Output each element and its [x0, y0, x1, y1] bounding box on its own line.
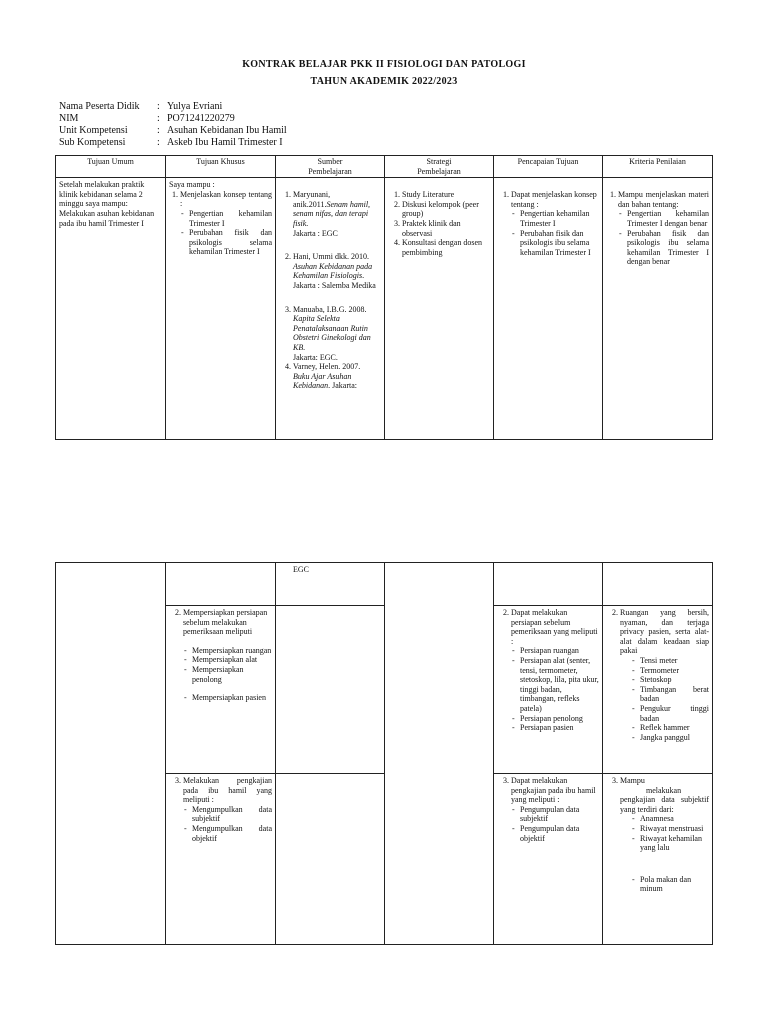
- info-value: PO71241220279: [167, 113, 235, 124]
- list-item: 1. Study Literature: [402, 190, 490, 200]
- list-item: - Perubahan fisik dan psikologis ibu selama kehamilan Trimester I: [520, 229, 599, 258]
- list-item: - Pengertian kehamilan Trimester I: [189, 209, 272, 228]
- table-row: [56, 178, 713, 440]
- cell-tujuan-khusus: 2. Mempersiapkan persiapan sebelum melakukan pemeriksaan meliputi - Mempersiapkan ruangan - Mempersiapkan alat - Mempersiapkan penolong - Mempersiapkan pasien: [166, 606, 276, 774]
- list-item: - Tensi meter: [640, 656, 709, 666]
- list-item: - Perubahan fisik dan psikologis ibu selama kehamilan Trimester I dengan benar: [627, 229, 709, 267]
- list-item: 4. Konsultasi dengan dosen pembimbing: [402, 238, 490, 257]
- list-item: - Jangka panggul: [640, 733, 709, 743]
- info-label: Unit Kompetensi: [59, 125, 128, 136]
- info-label: NIM: [59, 113, 79, 124]
- table-header-row: [56, 156, 713, 178]
- cell-sumber: 1. Maryunani, anik.2011.Senam hamil, senam nifas, dan terapi fisik. Jakarta : EGC 2. Hani, Ummi dkk. 2010. Asuhan Kebidanan pada Kehamilan Fisiologis. Jakarta : Salemba Medika 3. Manuaba, I.B.G. 2008. Kapita Selekta Penatalaksanaan Rutin Obstetri Ginekologi dan KB. Jakarta: EGC. 4. Varney, Helen. 2007. Buku Ajar Asuhan Kebidanan. Jakarta:: [276, 178, 385, 440]
- list-item: - Persiapan pasien: [520, 723, 599, 733]
- list-item: - Mengumpulkan data objektif: [192, 824, 272, 843]
- info-separator: :: [157, 113, 160, 124]
- cell-strategi: [385, 563, 494, 945]
- list-item: - Pengukur tinggi badan: [640, 704, 709, 723]
- cell-kriteria: 2. Ruangan yang bersih, nyaman, dan terjaga privacy pasien, serta alat-alat dalam keadaan siap pakai - Tensi meter - Termometer - Stetoskop - Timbangan berat badan - Pengukur tinggi badan - Reflek hammer - Jangka panggul: [603, 606, 713, 774]
- info-separator: :: [157, 101, 160, 112]
- info-separator: :: [157, 137, 160, 148]
- academic-year: TAHUN AKADEMIK 2022/2023: [310, 76, 458, 87]
- list-item: - Mempersiapkan alat: [192, 655, 272, 665]
- cell-kriteria: [603, 563, 713, 606]
- list-item: - Pengumpulan data subjektif: [520, 805, 599, 824]
- info-value: Asuhan Kebidanan Ibu Hamil: [167, 125, 287, 136]
- egc-text: EGC: [293, 565, 309, 574]
- info-value: Askeb Ibu Hamil Trimester I: [167, 137, 283, 148]
- list-item: - Riwayat kehamilan yang lalu: [640, 834, 709, 853]
- participant-info: [59, 101, 287, 149]
- header-tujuan-umum: Tujuan Umum: [56, 156, 166, 178]
- list-item: - Persiapan ruangan: [520, 646, 599, 656]
- list-item: - Anamnesa: [640, 814, 709, 824]
- list-item: 2. Diskusi kelompok (peer group): [402, 200, 490, 219]
- list-item: - Pengertian kehamilan Trimester I: [520, 209, 599, 228]
- info-label: Nama Peserta Didik: [59, 101, 140, 112]
- cell-sumber: [276, 563, 385, 606]
- list-item: - Mempersiapkan pasien: [192, 693, 272, 703]
- table-row: [56, 563, 713, 606]
- list-item: - Perubahan fisik dan psikologis selama kehamilan Trimester I: [189, 228, 272, 257]
- info-label: Sub Kompetensi: [59, 137, 126, 148]
- list-item: - Persiapan alat (senter, tensi, termometer, stetoskop, lila, pita ukur, tinggi badan, timbangan, refleks patela): [520, 656, 599, 714]
- header-sumber: Sumber Pembelajaran: [276, 156, 385, 178]
- list-item: - Mempersiapkan ruangan: [192, 646, 272, 656]
- cell-pencapaian: 1. Dapat menjelaskan konsep tentang : - Pengertian kehamilan Trimester I - Perubahan fisik dan psikologis ibu selama kehamilan Trimester I: [494, 178, 603, 440]
- cell-tujuan-khusus: Saya mampu : 1. Menjelaskan konsep tentang : - Pengertian kehamilan Trimester I - Perubahan fisik dan psikologis selama kehamilan Trimester I: [166, 178, 276, 440]
- header-kriteria: Kriteria Penilaian: [603, 156, 713, 178]
- header-strategi: Strategi Pembelajaran: [385, 156, 494, 178]
- list-item: - Pola makan dan minum: [640, 875, 709, 894]
- cell-pencapaian: [494, 563, 603, 606]
- info-separator: :: [157, 125, 160, 136]
- list-item: - Reflek hammer: [640, 723, 709, 733]
- cell-pencapaian: 3. Dapat melakukan pengkajian pada ibu hamil yang meliputi : - Pengumpulan data subjektif - Pengumpulan data objektif: [494, 774, 603, 945]
- cell-sumber: [276, 774, 385, 945]
- cell-pencapaian: 2. Dapat melakukan persiapan sebelum pemeriksaan yang meliputi : - Persiapan ruangan - Persiapan alat (senter, tensi, termometer, stetoskop, lila, pita ukur, tinggi badan, timbangan, refleks patela) - Persiapan penolong - Persiapan pasien: [494, 606, 603, 774]
- list-item: - Mengumpulkan data subjektif: [192, 805, 272, 824]
- list-item: - Pengumpulan data objektif: [520, 824, 599, 843]
- learning-contract-table: [55, 155, 713, 440]
- cell-tujuan-umum: [56, 563, 166, 945]
- learning-contract-table-continued: [55, 562, 713, 945]
- cell-kriteria: 1. Mampu menjelaskan materi dan bahan tentang: - Pengertian kehamilan Trimester I dengan benar - Perubahan fisik dan psikologis ibu selama kehamilan Trimester I dengan benar: [603, 178, 713, 440]
- list-item: - Pengertian kehamilan Trimester I dengan benar: [627, 209, 709, 228]
- info-row-name: [59, 101, 287, 113]
- list-item: - Persiapan penolong: [520, 714, 599, 724]
- info-value: Yulya Evriani: [167, 101, 223, 112]
- header-pencapaian: Pencapaian Tujuan: [494, 156, 603, 178]
- cell-tujuan-khusus: [166, 563, 276, 606]
- cell-sumber: [276, 606, 385, 774]
- cell-tujuan-khusus: 3. Melakukan pengkajian pada ibu hamil yang meliputi : - Mengumpulkan data subjektif - Mengumpulkan data objektif: [166, 774, 276, 945]
- list-item: - Stetoskop: [640, 675, 709, 685]
- list-item: 3. Praktek klinik dan observasi: [402, 219, 490, 238]
- list-item: - Mempersiapkan penolong: [192, 665, 272, 684]
- info-row-sub: [59, 137, 287, 149]
- list-item: - Timbangan berat badan: [640, 685, 709, 704]
- info-row-nim: [59, 113, 287, 125]
- header-tujuan-khusus: Tujuan Khusus: [166, 156, 276, 178]
- cell-kriteria: 3. Mampu melakukan pengkajian data subjektif yang terdiri dari: - Anamnesa - Riwayat menstruasi - Riwayat kehamilan yang lalu - Pola makan dan minum: [603, 774, 713, 945]
- info-row-unit: [59, 125, 287, 137]
- list-item: - Riwayat menstruasi: [640, 824, 709, 834]
- document-title: KONTRAK BELAJAR PKK II FISIOLOGI DAN PATOLOGI: [242, 59, 526, 70]
- cell-tujuan-umum: Setelah melakukan praktik klinik kebidanan selama 2 minggu saya mampu: Melakukan asuhan kebidanan pada ibu hamil Trimester I: [56, 178, 166, 440]
- cell-strategi: [385, 178, 494, 440]
- list-item: - Termometer: [640, 666, 709, 676]
